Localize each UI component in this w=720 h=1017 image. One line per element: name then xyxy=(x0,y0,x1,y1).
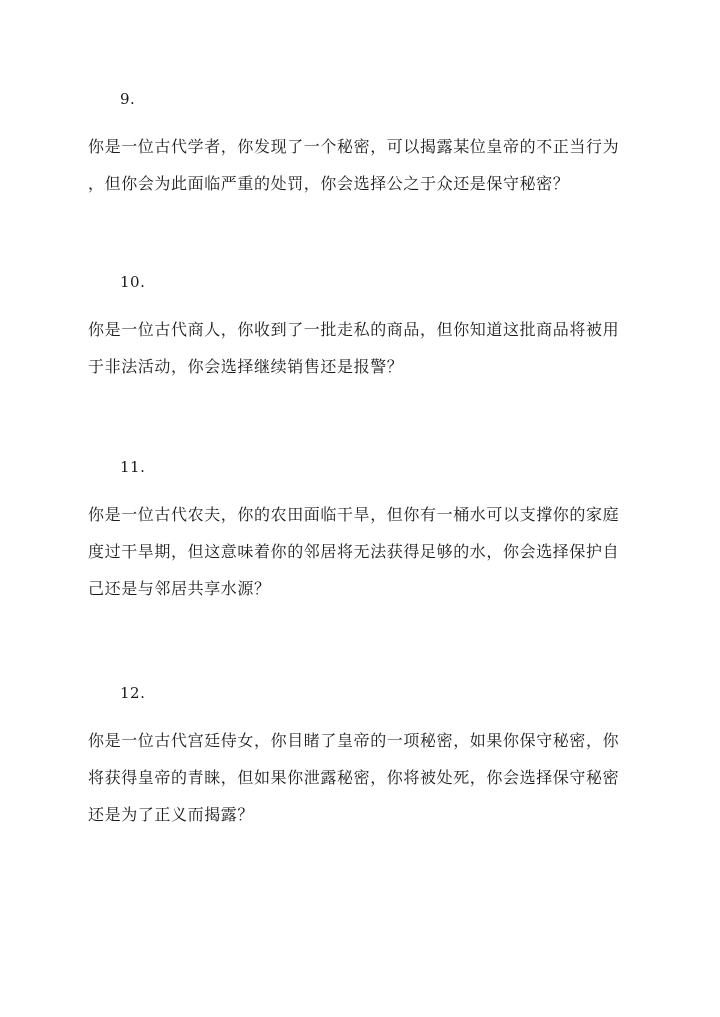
question-line: ，但你会为此面临严重的处罚，你会选择公之于众还是保守秘密？ xyxy=(88,174,570,193)
question-line: 你是一位古代宫廷侍女，你目睹了皇帝的一项秘密，如果你保守秘密，你 xyxy=(88,731,620,750)
question-line: 你是一位古代商人，你收到了一批走私的商品，但你知道这批商品将被用 xyxy=(88,320,620,339)
question-text xyxy=(88,311,648,385)
question-number: 12. xyxy=(120,684,146,702)
question-text xyxy=(88,496,648,607)
question-number: 11. xyxy=(120,458,146,476)
question-line: 己还是与邻居共享水源？ xyxy=(88,579,271,598)
question-text xyxy=(88,128,648,202)
question-line: 于非法活动，你会选择继续销售还是报警？ xyxy=(88,357,404,376)
question-line: 你是一位古代农夫，你的农田面临干旱，但你有一桶水可以支撑你的家庭 xyxy=(88,505,620,524)
question-12 xyxy=(88,683,648,833)
question-line: 你是一位古代学者，你发现了一个秘密，可以揭露某位皇帝的不正当行为 xyxy=(88,137,620,156)
question-11 xyxy=(88,457,648,607)
question-line: 将获得皇帝的青睐，但如果你泄露秘密，你将被处死，你会选择保守秘密 xyxy=(88,768,620,787)
question-9 xyxy=(88,89,648,202)
question-number: 10. xyxy=(120,273,146,291)
question-line: 度过干旱期，但这意味着你的邻居将无法获得足够的水，你会选择保护自 xyxy=(88,542,620,561)
question-text xyxy=(88,722,648,833)
question-number: 9. xyxy=(120,90,136,108)
question-10 xyxy=(88,272,648,385)
question-line: 还是为了正义而揭露？ xyxy=(88,805,255,824)
